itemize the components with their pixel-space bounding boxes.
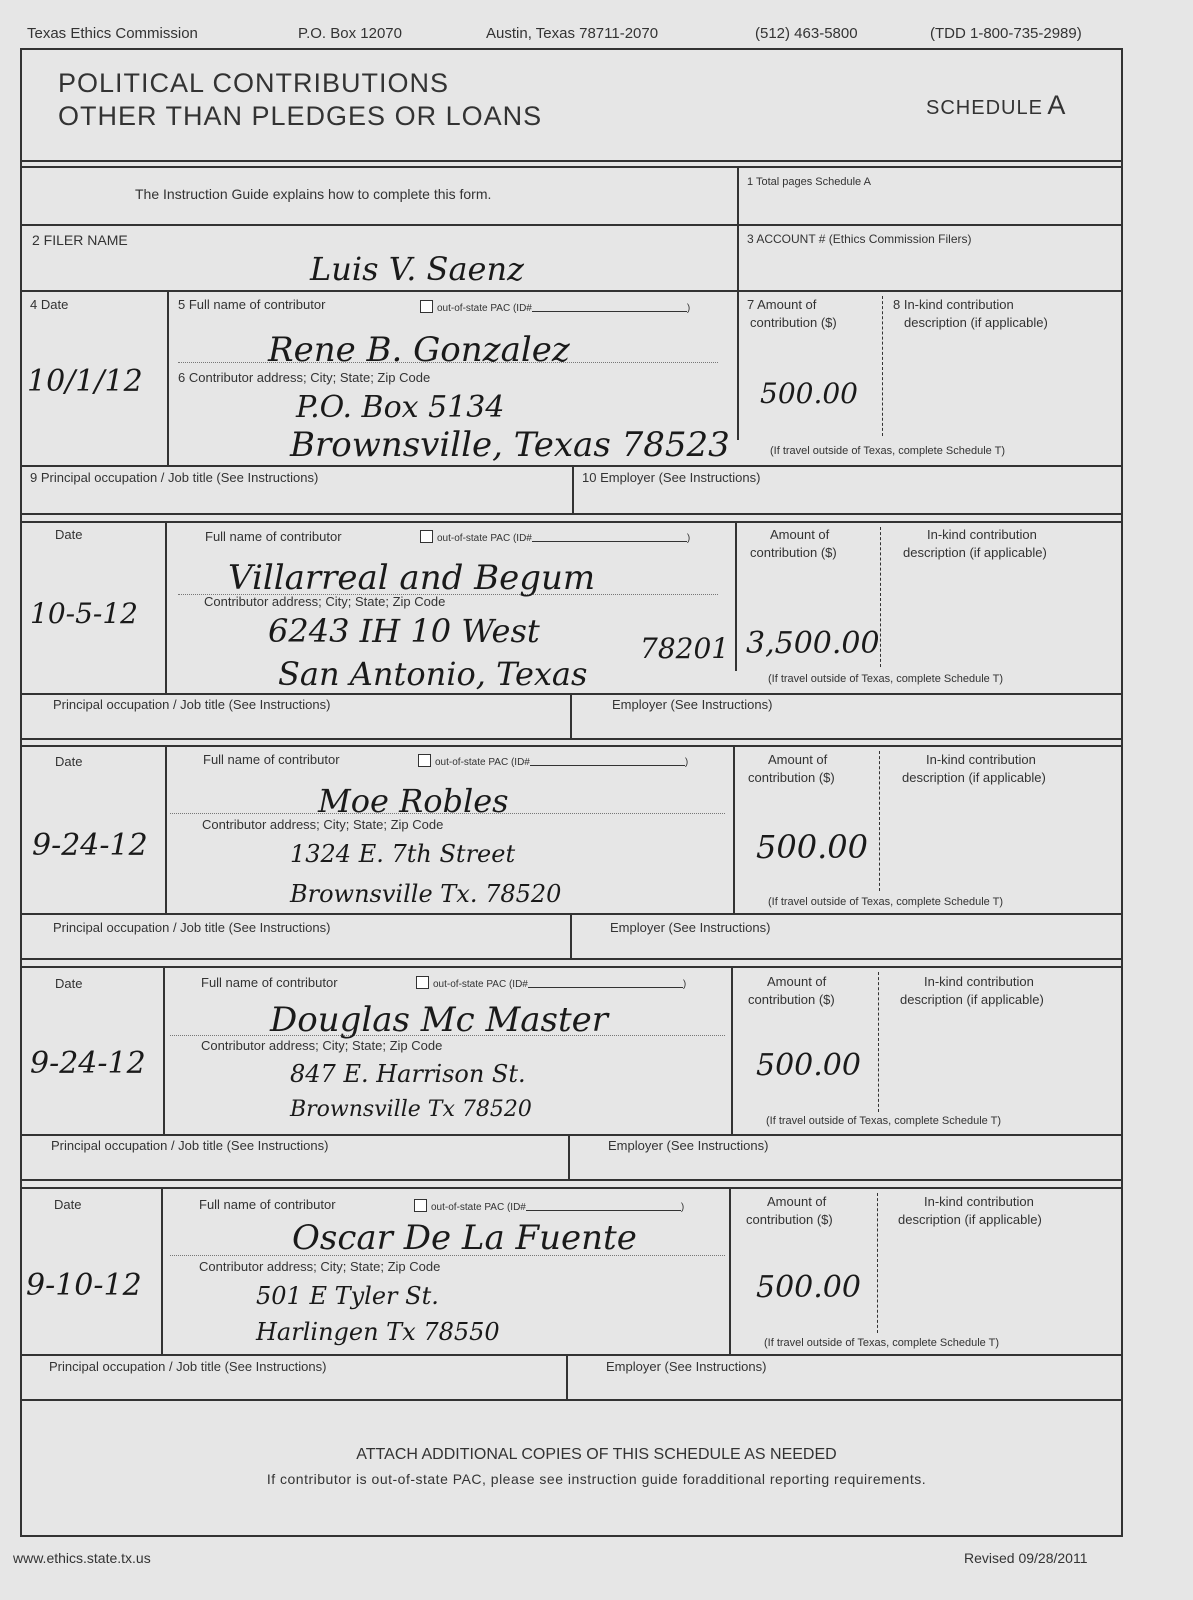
employer-label: Employer (See Instructions) — [606, 1359, 767, 1374]
address-line-2: San Antonio, Texas — [278, 655, 588, 693]
inkind-label: description (if applicable) — [900, 992, 1044, 1007]
divider — [20, 224, 1121, 226]
amount-label: contribution ($) — [750, 315, 837, 330]
contributor-name-label: Full name of contributor — [201, 975, 338, 990]
occupation-label: 9 Principal occupation / Job title (See Instructions) — [30, 470, 319, 485]
divider — [20, 166, 1121, 168]
address-line-2: Brownsville Tx 78520 — [290, 1097, 532, 1122]
divider — [731, 966, 733, 1134]
inkind-label: 8 In-kind contribution — [893, 297, 1014, 312]
city-address: Austin, Texas 78711-2070 — [486, 25, 659, 42]
divider — [20, 1399, 1121, 1401]
address-line-2: Harlingen Tx 78550 — [256, 1318, 500, 1346]
amount-label: Amount of — [767, 1194, 827, 1209]
contributor-name-label: Full name of contributor — [205, 529, 342, 544]
contributor-address-label: 6 Contributor address; City; State; Zip Code — [178, 370, 431, 385]
divider — [568, 1134, 570, 1179]
filer-name: Luis V. Saenz — [310, 250, 524, 288]
amount-label: Amount of — [770, 527, 830, 542]
divider — [879, 751, 880, 891]
travel-note: (If travel outside of Texas, complete Schedule T) — [770, 445, 1005, 457]
divider — [20, 1187, 1121, 1189]
amount-label: 7 Amount of — [747, 297, 817, 312]
travel-note: (If travel outside of Texas, complete Schedule T) — [766, 1115, 1001, 1127]
address-line-1: 1324 E. 7th Street — [290, 840, 516, 868]
pac-checkbox[interactable] — [414, 1199, 427, 1212]
amount-label: contribution ($) — [750, 545, 837, 560]
contribution-date: 9-24-12 — [30, 1046, 146, 1081]
out-of-state-pac-field: out-of-state PAC (ID# ) — [420, 530, 690, 544]
employer-label: Employer (See Instructions) — [612, 697, 773, 712]
inkind-label: In-kind contribution — [926, 752, 1036, 767]
employer-label: 10 Employer (See Instructions) — [582, 470, 761, 485]
contributor-name: Moe Robles — [318, 782, 509, 820]
divider — [877, 1193, 878, 1333]
divider — [161, 1187, 163, 1354]
filer-name-label: 2 FILER NAME — [32, 232, 128, 248]
form-frame — [20, 48, 1123, 1537]
contribution-amount: 500.00 — [756, 1048, 861, 1083]
employer-label: Employer (See Instructions) — [610, 920, 771, 935]
divider — [20, 160, 1121, 162]
divider — [20, 1354, 1121, 1356]
total-pages-label: 1 Total pages Schedule A — [747, 176, 871, 188]
contribution-date: 10/1/12 — [27, 364, 143, 399]
date-label: Date — [55, 976, 83, 991]
inkind-label: description (if applicable) — [898, 1212, 1042, 1227]
inkind-label: In-kind contribution — [924, 1194, 1034, 1209]
pac-checkbox[interactable] — [416, 976, 429, 989]
contribution-date: 9-24-12 — [32, 828, 148, 863]
contributor-name: Rene B. Gonzalez — [268, 330, 570, 370]
pac-note: If contributor is out-of-state PAC, please see instruction guide foradditional reporting requirements. — [266, 1471, 927, 1487]
travel-note: (If travel outside of Texas, complete Schedule T) — [768, 673, 1003, 685]
form-title-line2: OTHER THAN PLEDGES OR LOANS — [58, 101, 543, 131]
divider — [20, 465, 1121, 467]
divider — [20, 1179, 1121, 1181]
divider — [20, 966, 1121, 968]
revised-date: Revised 09/28/2011 — [964, 1550, 1088, 1566]
date-label: Date — [54, 1197, 82, 1212]
amount-label: Amount of — [767, 974, 827, 989]
out-of-state-pac-field: out-of-state PAC (ID# ) — [416, 976, 686, 990]
address-line-2: Brownsville Tx. 78520 — [290, 880, 562, 908]
divider — [167, 290, 169, 465]
contributor-address-label: Contributor address; City; State; Zip Code — [201, 1038, 443, 1053]
address-line-2: Brownsville, Texas 78523 — [290, 425, 730, 465]
divider — [165, 745, 167, 913]
schedule-label: SCHEDULE A — [926, 90, 1066, 120]
inkind-label: In-kind contribution — [927, 527, 1037, 542]
inkind-label: description (if applicable) — [904, 315, 1048, 330]
website: www.ethics.state.tx.us — [13, 1550, 151, 1566]
divider — [570, 693, 572, 738]
divider — [20, 521, 1121, 523]
instruction-text: The Instruction Guide explains how to complete this form. — [135, 186, 492, 202]
zip-code: 78201 — [640, 632, 730, 665]
inkind-label: description (if applicable) — [903, 545, 1047, 560]
divider — [729, 1187, 731, 1354]
amount-label: contribution ($) — [748, 770, 835, 785]
divider — [733, 745, 735, 913]
occupation-label: Principal occupation / Job title (See Instructions) — [53, 697, 331, 712]
travel-note: (If travel outside of Texas, complete Schedule T) — [764, 1337, 999, 1349]
pac-checkbox[interactable] — [418, 754, 431, 767]
pac-checkbox[interactable] — [420, 530, 433, 543]
divider — [20, 745, 1121, 747]
date-label: 4 Date — [30, 297, 69, 312]
out-of-state-pac-field: out-of-state PAC (ID# ) — [420, 300, 690, 314]
amount-label: contribution ($) — [746, 1212, 833, 1227]
divider — [572, 465, 574, 513]
phone: (512) 463-5800 — [755, 25, 858, 42]
form-title-line1: POLITICAL CONTRIBUTIONS — [58, 68, 450, 98]
occupation-label: Principal occupation / Job title (See Instructions) — [51, 1138, 329, 1153]
divider — [165, 521, 167, 693]
divider — [20, 290, 1121, 292]
occupation-label: Principal occupation / Job title (See Instructions) — [49, 1359, 327, 1374]
pac-checkbox[interactable] — [420, 300, 433, 313]
contributor-address-label: Contributor address; City; State; Zip Code — [204, 594, 446, 609]
divider — [20, 513, 1121, 515]
amount-label: contribution ($) — [748, 992, 835, 1007]
date-label: Date — [55, 527, 83, 542]
po-box: P.O. Box 12070 — [298, 25, 402, 42]
divider — [20, 1134, 1121, 1136]
contribution-amount: 500.00 — [756, 828, 868, 866]
amount-label: Amount of — [768, 752, 828, 767]
divider — [570, 913, 572, 958]
address-line-1: 6243 IH 10 West — [268, 612, 540, 650]
agency-name: Texas Ethics Commission — [27, 25, 198, 42]
inkind-label: In-kind contribution — [924, 974, 1034, 989]
contributor-name-label: Full name of contributor — [199, 1197, 336, 1212]
attach-notice: ATTACH ADDITIONAL COPIES OF THIS SCHEDULE AS NEEDED — [356, 1446, 837, 1463]
date-label: Date — [55, 754, 83, 769]
account-label: 3 ACCOUNT # (Ethics Commission Filers) — [747, 232, 972, 246]
contribution-amount: 500.00 — [760, 377, 858, 410]
contributor-name: Douglas Mc Master — [270, 1000, 609, 1040]
contribution-amount: 500.00 — [756, 1270, 861, 1305]
contributor-name-label: Full name of contributor — [203, 752, 340, 767]
divider — [737, 290, 739, 440]
contributor-address-label: Contributor address; City; State; Zip Code — [199, 1259, 441, 1274]
contribution-date: 10-5-12 — [30, 597, 138, 630]
travel-note: (If travel outside of Texas, complete Schedule T) — [768, 896, 1003, 908]
tdd-phone: (TDD 1-800-735-2989) — [930, 25, 1082, 42]
address-line-1: P.O. Box 5134 — [296, 390, 505, 425]
employer-label: Employer (See Instructions) — [608, 1138, 769, 1153]
contributor-name-label: 5 Full name of contributor — [178, 297, 326, 312]
out-of-state-pac-field: out-of-state PAC (ID# ) — [414, 1199, 684, 1213]
address-line-1: 501 E Tyler St. — [256, 1282, 439, 1310]
divider — [735, 521, 737, 671]
divider — [566, 1354, 568, 1399]
divider — [882, 296, 883, 436]
contributor-name: Oscar De La Fuente — [292, 1218, 637, 1258]
divider — [880, 527, 881, 667]
divider — [878, 972, 879, 1112]
divider — [163, 966, 165, 1134]
contribution-amount: 3,500.00 — [746, 626, 880, 661]
inkind-label: description (if applicable) — [902, 770, 1046, 785]
divider — [20, 958, 1121, 960]
occupation-label: Principal occupation / Job title (See Instructions) — [53, 920, 331, 935]
contributor-address-label: Contributor address; City; State; Zip Code — [202, 817, 444, 832]
divider — [20, 738, 1121, 740]
contribution-date: 9-10-12 — [26, 1268, 142, 1303]
divider — [737, 166, 739, 296]
address-line-1: 847 E. Harrison St. — [290, 1060, 526, 1088]
out-of-state-pac-field: out-of-state PAC (ID# ) — [418, 754, 688, 768]
contributor-name: Villarreal and Begum — [228, 558, 596, 598]
